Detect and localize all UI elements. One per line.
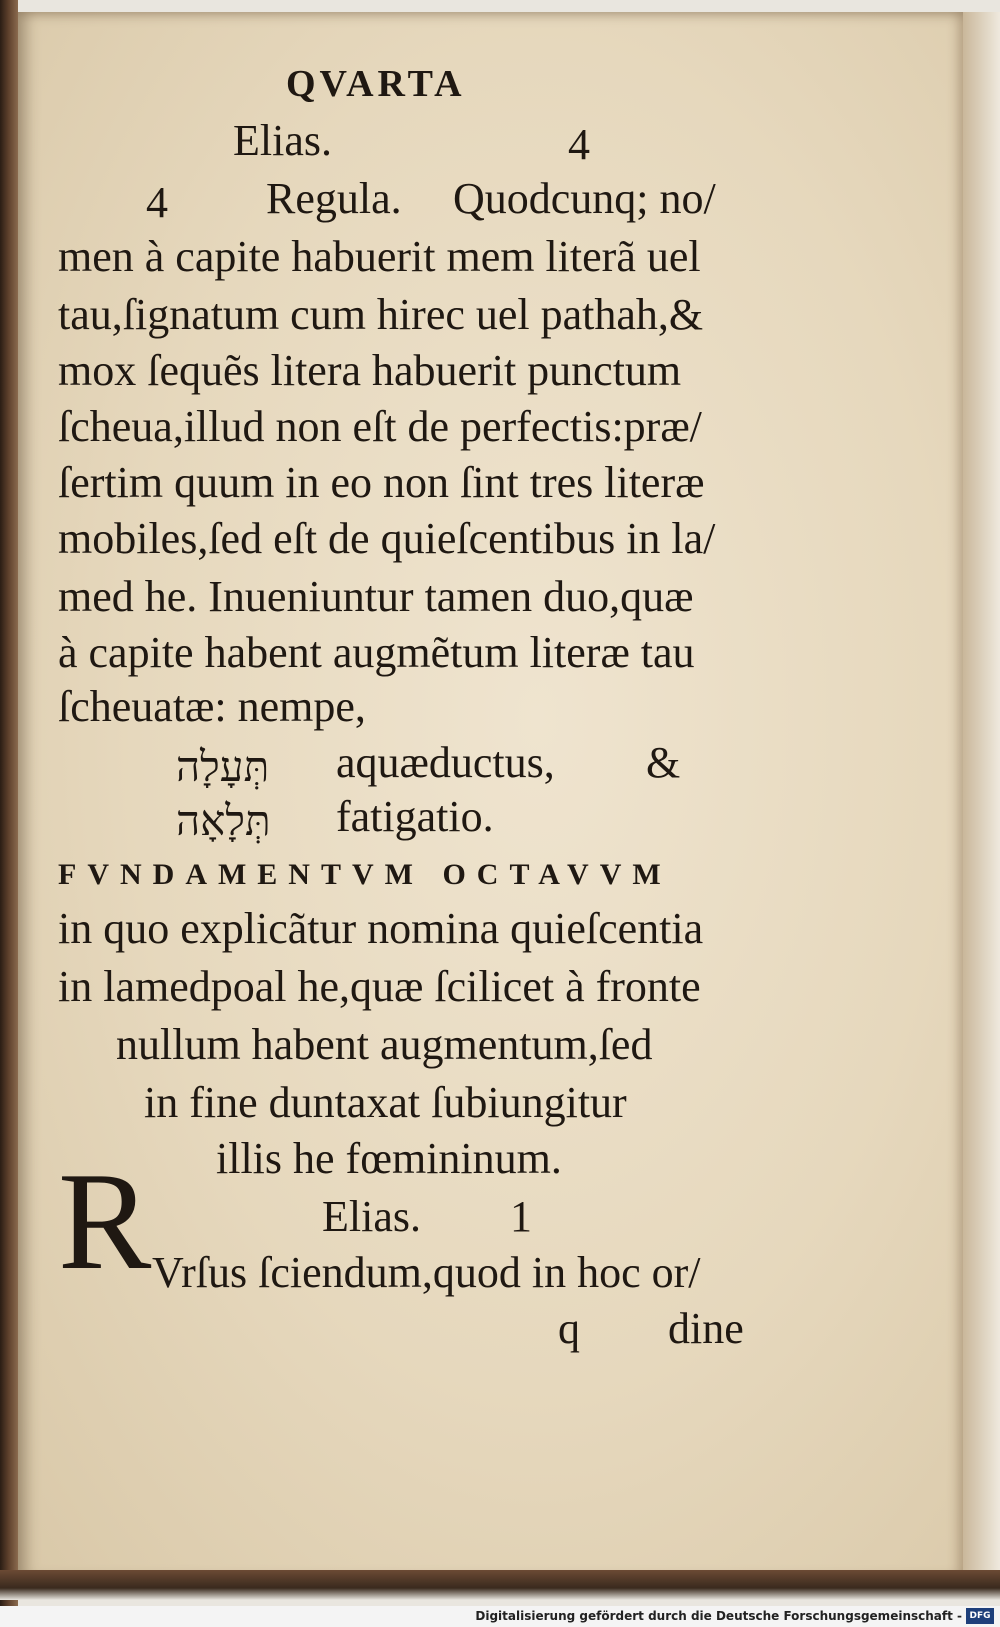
latin-gloss: fatigatio. xyxy=(336,792,494,841)
heading-line: in fine duntaxat ſubiungitur xyxy=(144,1078,627,1127)
latin-gloss: aquæductus, xyxy=(336,738,555,787)
elias-label: Elias. xyxy=(322,1192,421,1241)
section-heading: FVNDAMENTVM OCTAVVM xyxy=(58,858,672,891)
footer-bar xyxy=(0,1606,1000,1627)
footer-credit: Digitalisierung gefördert durch die Deutsche Forschungsgemeinschaft - xyxy=(475,1609,962,1623)
page-bottom-edge xyxy=(0,1570,1000,1600)
running-head: QVARTA xyxy=(286,63,466,105)
paragraph-line: à capite habent augmẽtum literæ tau xyxy=(58,628,695,677)
heading-line: illis he fœmininum. xyxy=(216,1134,562,1183)
elias-number: 4 xyxy=(568,120,590,169)
book-spine-shadow xyxy=(0,0,18,1627)
paragraph-line: Vrſus ſciendum,quod in hoc or/ xyxy=(152,1248,701,1297)
elias-label: Elias. xyxy=(233,116,332,165)
drop-cap: R xyxy=(58,1144,152,1299)
paragraph-line: men à capite habuerit mem literã uel xyxy=(58,232,701,281)
hebrew-word: תְּלָאָה xyxy=(176,796,271,845)
paragraph-line: tau,ſignatum cum hirec uel pathah,& xyxy=(58,290,704,339)
book-page xyxy=(18,12,963,1580)
hebrew-word: תְּעָלָה xyxy=(176,742,270,791)
paragraph-line: ſcheuatæ: nempe, xyxy=(58,682,366,731)
paragraph-line: med he. Inueniuntur tamen duo,quæ xyxy=(58,572,694,621)
dfg-logo: DFG xyxy=(966,1608,994,1624)
paragraph-line: mox ſequẽs litera habuerit punctum xyxy=(58,346,682,395)
signature-mark: q xyxy=(558,1304,580,1353)
paragraph-line: ſcheua,illud non eſt de perfectis:præ/ xyxy=(58,402,702,451)
paragraph-line: ſertim quum in eo non ſint tres literæ xyxy=(58,458,705,507)
rule-number: 4 xyxy=(146,178,168,227)
page-right-margin xyxy=(963,12,1000,1580)
paragraph-line: Quodcunq; no/ xyxy=(453,174,716,223)
heading-line: in quo explicãtur nomina quieſcentia xyxy=(58,904,704,953)
heading-line: in lamedpoal he,quæ ſcilicet à fronte xyxy=(58,962,701,1011)
rule-label: Regula. xyxy=(266,174,402,223)
elias-number: 1 xyxy=(510,1192,532,1241)
catchword: dine xyxy=(668,1304,744,1353)
heading-line: nullum habent augmentum,ſed xyxy=(116,1020,653,1069)
conjunction: & xyxy=(646,738,681,787)
paragraph-line: mobiles,ſed eſt de quieſcentibus in la/ xyxy=(58,514,716,563)
